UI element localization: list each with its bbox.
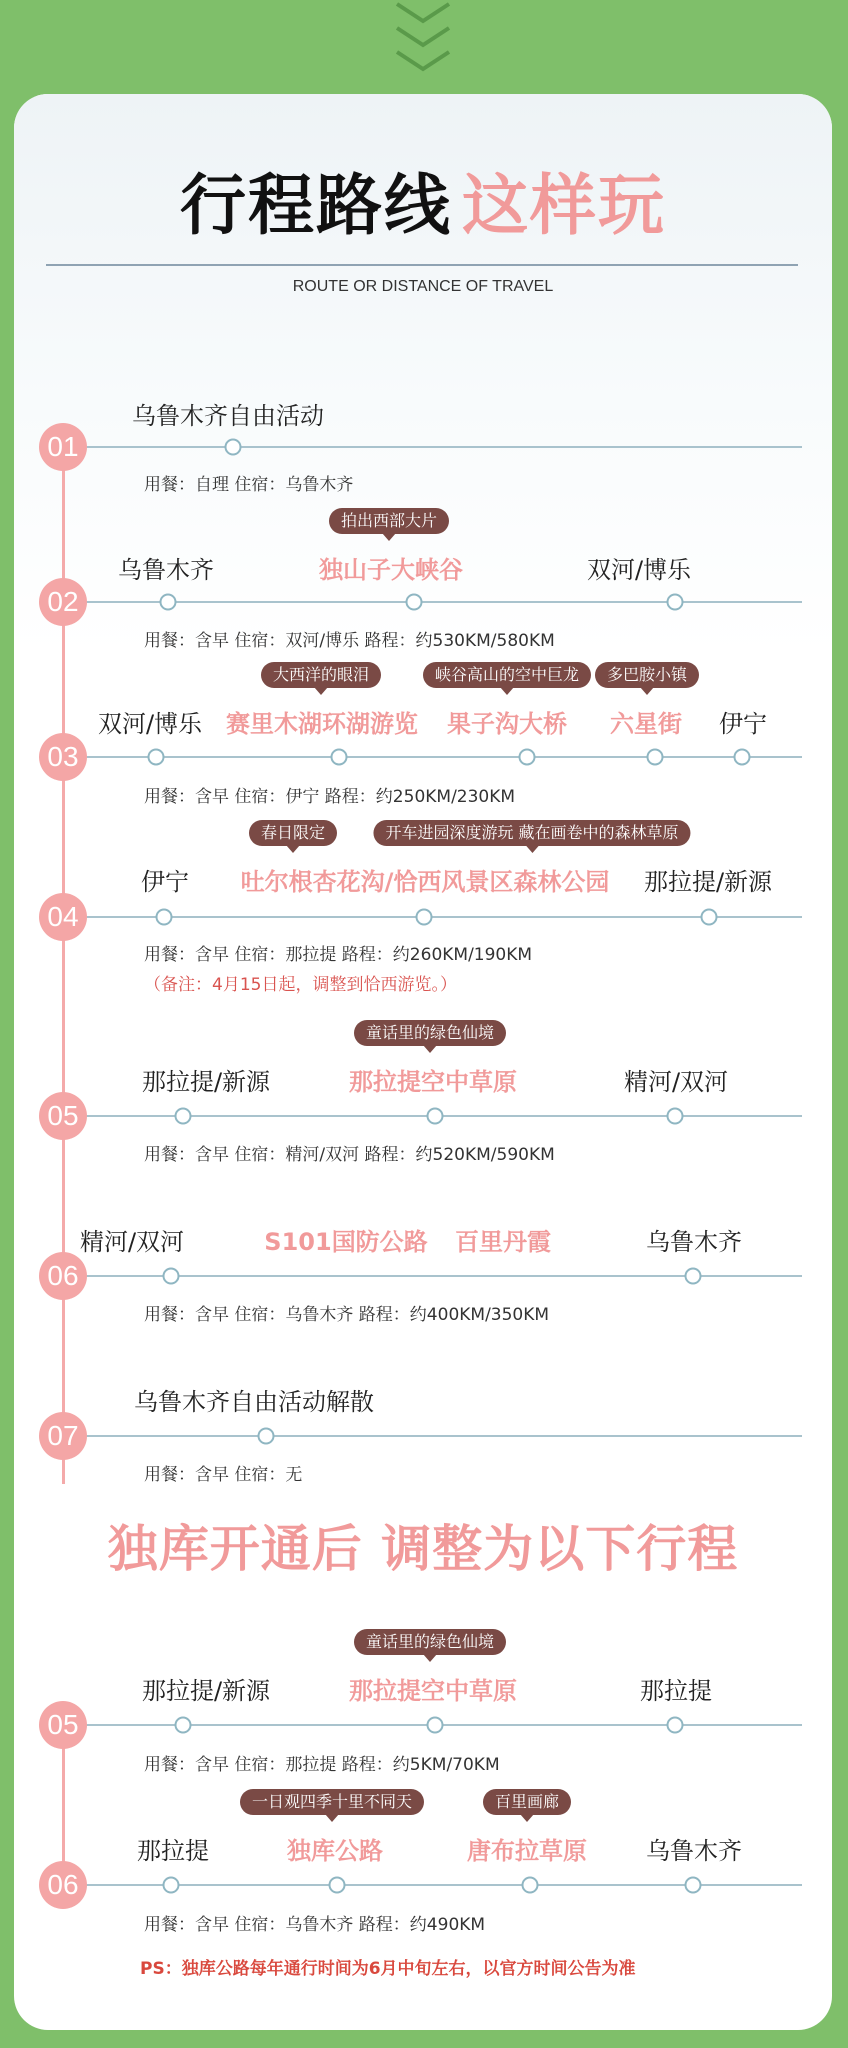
- highlight-place-label: 独山子大峡谷: [319, 556, 463, 584]
- day-line: [86, 601, 802, 603]
- tag-bubble: 童话里的绿色仙境: [354, 1020, 506, 1046]
- day-info: 用餐：含早 住宿：乌鲁木齐 路程：约490KM: [144, 1915, 486, 1935]
- place-label: 双河/博乐: [586, 556, 692, 584]
- place-label: 那拉提/新源: [643, 868, 773, 896]
- itinerary-card: [14, 94, 832, 2030]
- tag-bubble: 多巴胺小镇: [595, 662, 699, 688]
- page-subtitle: ROUTE OR DISTANCE OF TRAVEL: [292, 278, 554, 295]
- stop-dot: [667, 594, 684, 611]
- highlight-place-label: S101国防公路: [264, 1228, 428, 1256]
- day-line: [86, 916, 802, 918]
- tag-bubble: 开车进园深度游玩 藏在画卷中的森林草原: [373, 820, 690, 846]
- place-label: 乌鲁木齐: [646, 1837, 742, 1865]
- day-info: 用餐：含早 住宿：那拉提 路程：约5KM/70KM: [144, 1755, 500, 1775]
- stop-dot: [519, 749, 536, 766]
- highlight-place-label: 六星街: [610, 710, 682, 738]
- tag-bubble: 大西洋的眼泪: [261, 662, 381, 688]
- stop-dot: [427, 1108, 444, 1125]
- day-info: 用餐：含早 住宿：无: [144, 1465, 303, 1485]
- day-number-badge: 05: [39, 1701, 87, 1749]
- ps-note: PS：独库公路每年通行时间为6月中旬左右，以官方时间公告为准: [140, 1959, 636, 1979]
- day-info: 用餐：含早 住宿：乌鲁木齐 路程：约400KM/350KM: [144, 1305, 550, 1325]
- day-number-badge: 02: [39, 578, 87, 626]
- day-line: [86, 446, 802, 448]
- stop-dot: [522, 1877, 539, 1894]
- tag-bubble: 童话里的绿色仙境: [354, 1629, 506, 1655]
- highlight-place-label: 那拉提空中草原: [349, 1677, 517, 1705]
- day-line: [86, 1724, 802, 1726]
- highlight-place-label: 唐布拉草原: [467, 1837, 587, 1865]
- duku-banner: 独库开通后 调整为以下行程: [107, 1520, 739, 1578]
- place-label: 精河/双河: [79, 1228, 185, 1256]
- stop-dot: [667, 1717, 684, 1734]
- place-label: 伊宁: [719, 710, 767, 738]
- stop-dot: [156, 909, 173, 926]
- place-label: 那拉提/新源: [141, 1068, 271, 1096]
- title-divider: [46, 264, 798, 266]
- highlight-place-label: 百里丹霞: [455, 1228, 551, 1256]
- highlight-place-label: 独库公路: [287, 1837, 383, 1865]
- place-label: 乌鲁木齐: [118, 556, 214, 584]
- place-label: 乌鲁木齐自由活动: [132, 402, 324, 430]
- day-line: [86, 1435, 802, 1437]
- stop-dot: [685, 1877, 702, 1894]
- day-info: 用餐：含早 住宿：伊宁 路程：约250KM/230KM: [144, 787, 516, 807]
- day-info: 用餐：含早 住宿：那拉提 路程：约260KM/190KM: [144, 945, 533, 965]
- page-title: 行程路线 这样玩: [180, 167, 666, 244]
- tag-bubble: 拍出西部大片: [329, 508, 449, 534]
- stop-dot: [406, 594, 423, 611]
- day-number-badge: 05: [39, 1092, 87, 1140]
- stop-dot: [175, 1108, 192, 1125]
- place-label: 那拉提: [640, 1677, 712, 1705]
- stop-dot: [258, 1428, 275, 1445]
- highlight-place-label: 果子沟大桥: [447, 710, 567, 738]
- day-info: 用餐：含早 住宿：精河/双河 路程：约520KM/590KM: [144, 1145, 555, 1165]
- place-label: 那拉提/新源: [141, 1677, 271, 1705]
- day-number-badge: 06: [39, 1861, 87, 1909]
- tag-bubble: 一日观四季十里不同天: [240, 1789, 424, 1815]
- place-label: 乌鲁木齐: [646, 1228, 742, 1256]
- highlight-place-label: 吐尔根杏花沟/恰西风景区森林公园: [240, 868, 610, 896]
- day-number-badge: 04: [39, 893, 87, 941]
- tag-bubble: 百里画廊: [483, 1789, 571, 1815]
- stop-dot: [225, 439, 242, 456]
- day-number-badge: 07: [39, 1412, 87, 1460]
- day-note: （备注：4月15日起，调整到恰西游览。）: [144, 975, 457, 995]
- place-label: 伊宁: [141, 868, 189, 896]
- stop-dot: [667, 1108, 684, 1125]
- highlight-place-label: 那拉提空中草原: [349, 1068, 517, 1096]
- day-line: [86, 756, 802, 758]
- place-label: 双河/博乐: [97, 710, 203, 738]
- place-label: 乌鲁木齐自由活动解散: [134, 1388, 374, 1416]
- stop-dot: [148, 749, 165, 766]
- stop-dot: [329, 1877, 346, 1894]
- highlight-place-label: 赛里木湖环湖游览: [226, 710, 418, 738]
- day-info: 用餐：自理 住宿：乌鲁木齐: [144, 475, 354, 495]
- day-number-badge: 01: [39, 423, 87, 471]
- day-number-badge: 03: [39, 733, 87, 781]
- stop-dot: [647, 749, 664, 766]
- stop-dot: [416, 909, 433, 926]
- day-line: [86, 1115, 802, 1117]
- day-number-badge: 06: [39, 1252, 87, 1300]
- stop-dot: [160, 594, 177, 611]
- stop-dot: [734, 749, 751, 766]
- place-label: 那拉提: [137, 1837, 209, 1865]
- stop-dot: [163, 1877, 180, 1894]
- stop-dot: [175, 1717, 192, 1734]
- stop-dot: [331, 749, 348, 766]
- stop-dot: [685, 1268, 702, 1285]
- place-label: 精河/双河: [623, 1068, 729, 1096]
- tag-bubble: 峡谷高山的空中巨龙: [423, 662, 591, 688]
- stop-dot: [427, 1717, 444, 1734]
- stop-dot: [701, 909, 718, 926]
- day-info: 用餐：含早 住宿：双河/博乐 路程：约530KM/580KM: [144, 631, 555, 651]
- stop-dot: [163, 1268, 180, 1285]
- tag-bubble: 春日限定: [249, 820, 337, 846]
